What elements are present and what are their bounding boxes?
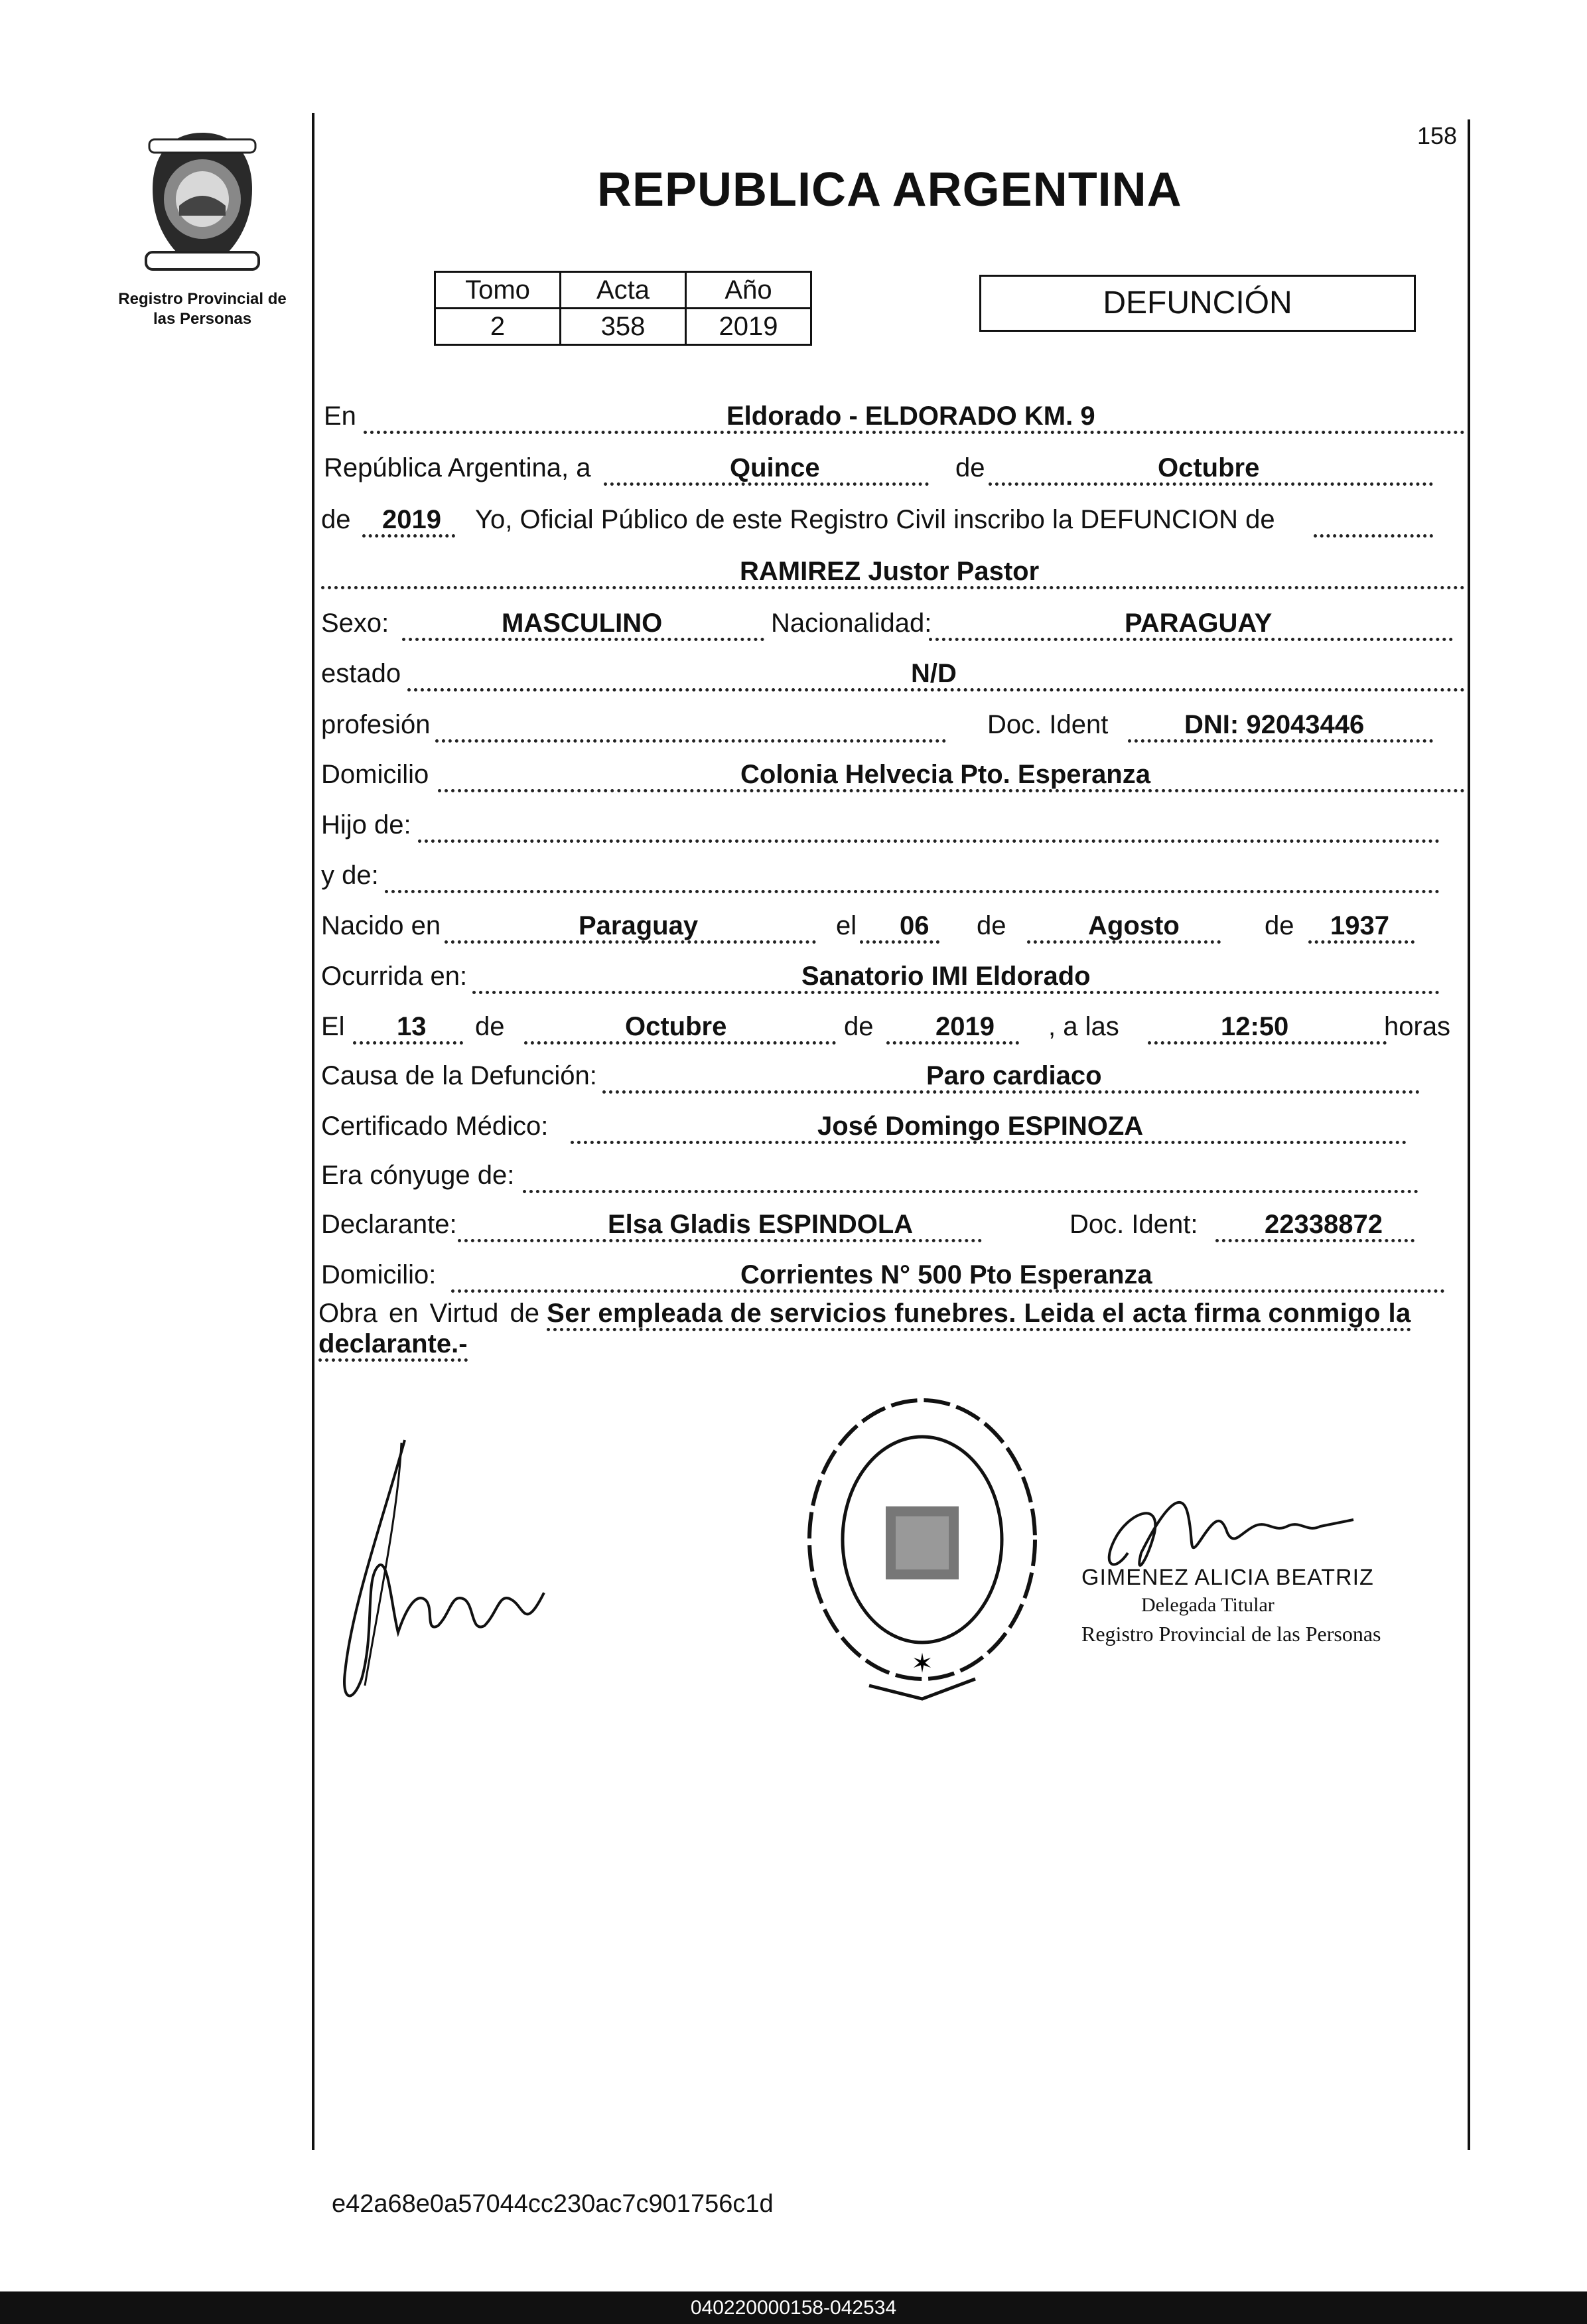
row-domicilio-2 — [318, 1250, 1466, 1297]
inscribo-text: Yo, Oficial Público de este Registro Civil inscribo la DEFUNCION de — [475, 505, 1275, 534]
de-label-3: de — [977, 911, 1006, 940]
death-day: 13 — [397, 1012, 427, 1041]
birth-month: Agosto — [1088, 911, 1180, 940]
yde-label: y de: — [321, 861, 379, 890]
declarante-signature — [325, 1433, 564, 1725]
ocurrida-value: Sanatorio IMI Eldorado — [801, 962, 1091, 991]
row-estado — [318, 649, 1466, 695]
certificado-label: Certificado Médico: — [321, 1112, 549, 1141]
right-margin-rule — [1468, 119, 1470, 2150]
de-label-6: de — [844, 1012, 874, 1041]
row-en — [318, 392, 1466, 438]
row-sexo — [318, 599, 1466, 645]
obra-value-line2: declarante.- — [318, 1329, 468, 1362]
de-label-4: de — [1265, 911, 1294, 940]
anio-value: 2019 — [686, 309, 811, 345]
causa-label: Causa de la Defunción: — [321, 1061, 597, 1090]
profesion-label: profesión — [321, 710, 431, 739]
de-label-5: de — [475, 1012, 505, 1041]
month-text: Octubre — [1158, 453, 1260, 482]
row-declarante — [318, 1200, 1466, 1246]
svg-text:✶: ✶ — [911, 1648, 933, 1679]
year-value: 2019 — [382, 505, 441, 534]
domicilio2-label: Domicilio: — [321, 1260, 437, 1289]
nacionalidad-label: Nacionalidad: — [771, 609, 932, 638]
day-text: Quince — [730, 453, 820, 482]
registry-name: Registro Provincial de las Personas — [118, 290, 287, 328]
official-name: GIMENEZ ALICIA BEATRIZ — [1081, 1565, 1374, 1590]
row-y-de — [318, 851, 1466, 897]
document-hash: e42a68e0a57044cc230ac7c901756c1d — [332, 2190, 774, 2218]
row-causa — [318, 1051, 1466, 1098]
row-hijo-de — [318, 800, 1466, 847]
coat-of-arms-logo — [133, 126, 272, 279]
declarante-doc-label: Doc. Ident: — [1070, 1210, 1198, 1239]
row-certificado — [318, 1102, 1466, 1148]
left-margin-rule — [312, 113, 314, 2150]
en-value: Eldorado - ELDORADO KM. 9 — [726, 401, 1095, 431]
domicilio-value: Colonia Helvecia Pto. Esperanza — [740, 760, 1150, 789]
anio-header: Año — [686, 272, 811, 309]
row-domicilio — [318, 750, 1466, 796]
doc-ident-value: DNI: 92043446 — [1184, 710, 1365, 739]
barcode-bar — [0, 2291, 1587, 2324]
row-nacido — [318, 901, 1466, 948]
official-title: Delegada Titular — [1141, 1594, 1275, 1616]
record-table — [434, 271, 812, 346]
page-number: 158 — [1417, 122, 1458, 149]
barcode-text: 040220000158-042534 — [690, 2297, 897, 2319]
sexo-label: Sexo: — [321, 609, 389, 638]
sexo-value: MASCULINO — [502, 609, 663, 638]
acta-header: Acta — [561, 272, 686, 309]
page-title: REPUBLICA ARGENTINA — [597, 163, 1182, 216]
row-profesion — [318, 700, 1466, 747]
row-death-date — [318, 1002, 1466, 1049]
estado-value: N/D — [911, 659, 957, 688]
row-deceased-name — [318, 547, 1466, 593]
hijo-label: Hijo de: — [321, 810, 411, 839]
obra-label: Obra en Virtud de — [318, 1299, 540, 1328]
horas-label: horas — [1384, 1012, 1451, 1041]
deceased-name: RAMIREZ Justor Pastor — [740, 557, 1040, 586]
official-office: Registro Provincial de las Personas — [1081, 1622, 1381, 1646]
El-label: El — [321, 1012, 345, 1041]
nacido-label: Nacido en — [321, 911, 441, 940]
alas-label: , a las — [1048, 1012, 1119, 1041]
domicilio-label: Domicilio — [321, 760, 429, 789]
causa-value: Paro cardiaco — [926, 1061, 1102, 1090]
estado-label: estado — [321, 659, 401, 688]
birth-year: 1937 — [1330, 911, 1389, 940]
ocurrida-label: Ocurrida en: — [321, 962, 468, 991]
death-month: Octubre — [625, 1012, 727, 1041]
declarante-label: Declarante: — [321, 1210, 457, 1239]
official-stamp — [796, 1387, 1048, 1706]
row-ocurrida — [318, 952, 1466, 998]
acta-value: 358 — [561, 309, 686, 345]
declarante-doc-value: 22338872 — [1265, 1210, 1383, 1239]
tomo-header: Tomo — [435, 272, 561, 309]
domicilio2-value: Corrientes N° 500 Pto Esperanza — [740, 1260, 1152, 1289]
row-republica — [318, 443, 1466, 490]
obra-block — [318, 1298, 1466, 1359]
row-inscribo — [318, 495, 1466, 542]
certificado-value: José Domingo ESPINOZA — [817, 1112, 1144, 1141]
nacionalidad-value: PARAGUAY — [1125, 609, 1273, 638]
conyuge-label: Era cónyuge de: — [321, 1161, 515, 1190]
tomo-value: 2 — [435, 309, 561, 345]
row-conyuge — [318, 1151, 1466, 1197]
birth-day: 06 — [900, 911, 930, 940]
en-label: En — [324, 401, 356, 431]
el-label: el — [836, 911, 857, 940]
record-type-box: DEFUNCIÓN — [979, 275, 1416, 332]
death-time: 12:50 — [1221, 1012, 1289, 1041]
death-year: 2019 — [935, 1012, 995, 1041]
obra-value-line1: Ser empleada de servicios funebres. Leida el acta firma conmigo la — [547, 1299, 1411, 1331]
nacido-value: Paraguay — [579, 911, 699, 940]
de-label-2: de — [321, 505, 351, 534]
de-label-1: de — [955, 453, 985, 482]
doc-ident-label: Doc. Ident — [987, 710, 1109, 739]
republica-label: República Argentina, a — [324, 453, 591, 482]
declarante-value: Elsa Gladis ESPINDOLA — [608, 1210, 914, 1239]
